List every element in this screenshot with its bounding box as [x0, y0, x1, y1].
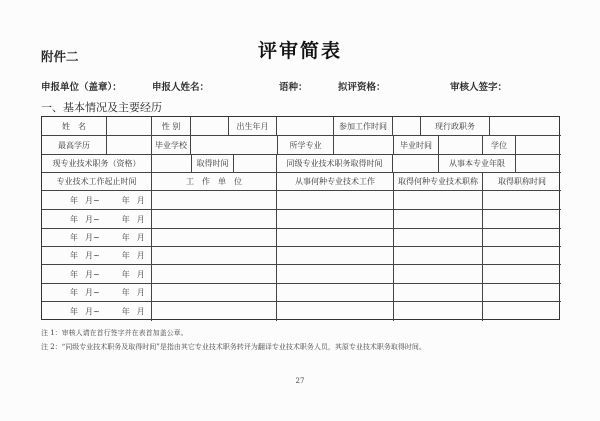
history-period-cell[interactable]: [42, 302, 152, 321]
history-period-cell[interactable]: [42, 210, 152, 229]
input-cell[interactable]: [516, 136, 561, 155]
history-input-cell[interactable]: [277, 247, 394, 265]
history-input-cell[interactable]: [483, 284, 561, 302]
to-month-label: 月: [136, 233, 145, 242]
to-year-label: 年: [121, 214, 130, 224]
history-input-cell[interactable]: [152, 284, 277, 302]
to-month-label: 月: [136, 251, 145, 260]
input-cell[interactable]: [107, 136, 152, 155]
from-month-label: 月~: [85, 214, 100, 224]
input-cell[interactable]: [393, 117, 421, 136]
to-month-label: 月: [136, 195, 145, 205]
label-cell: 从事本专业年限: [439, 155, 516, 173]
history-input-cell[interactable]: [277, 191, 394, 210]
meta-applicant-name: 申报人姓名：: [152, 82, 210, 93]
to-year-label: 年: [121, 307, 130, 316]
label-cell: 姓 名: [42, 117, 107, 136]
to-year-label: 年: [121, 195, 130, 205]
to-month-label: 月: [136, 307, 145, 316]
from-year-label: 年: [70, 251, 78, 260]
history-input-cell[interactable]: [394, 191, 483, 210]
to-month-label: 月: [136, 288, 145, 297]
label-cell: 参加工作时间: [334, 117, 393, 136]
label-cell: 现行政职务: [421, 117, 490, 136]
history-period-cell[interactable]: [42, 284, 152, 302]
history-header: 从事何种专业技术工作: [277, 173, 394, 191]
label-cell: 同级专业技术职务取得时间: [277, 155, 393, 173]
history-input-cell[interactable]: [277, 229, 394, 247]
history-input-cell[interactable]: [394, 247, 483, 265]
from-month-label: 月~: [85, 233, 100, 242]
label-cell: 所学专业: [278, 136, 334, 155]
history-input-cell[interactable]: [483, 210, 561, 229]
history-input-cell[interactable]: [277, 210, 394, 229]
label-cell: 出生年月: [229, 117, 277, 136]
history-input-cell[interactable]: [483, 229, 561, 247]
from-year-label: 年: [70, 307, 78, 316]
notes: [41, 326, 426, 354]
history-input-cell[interactable]: [152, 191, 277, 210]
label-cell: 毕业学校: [152, 136, 191, 155]
from-year-label: 年: [70, 288, 78, 297]
history-input-cell[interactable]: [394, 265, 483, 284]
history-input-cell[interactable]: [152, 247, 277, 265]
history-input-cell[interactable]: [483, 265, 561, 284]
label-cell: 取得时间: [192, 155, 234, 173]
from-year-label: 年: [70, 195, 78, 205]
input-cell[interactable]: [490, 117, 561, 136]
from-year-label: 年: [70, 269, 78, 279]
input-cell[interactable]: [152, 155, 192, 173]
meta-qualification: 拟评资格：: [338, 82, 386, 93]
history-period-cell[interactable]: [42, 265, 152, 284]
history-header: 工 作 单 位: [152, 173, 277, 191]
meta-language: 语种：: [279, 82, 308, 93]
to-year-label: 年: [121, 233, 130, 242]
to-month-label: 月: [136, 214, 145, 224]
label-cell: 性 别: [152, 117, 191, 136]
history-input-cell[interactable]: [277, 302, 394, 321]
history-input-cell[interactable]: [394, 284, 483, 302]
input-cell[interactable]: [277, 117, 334, 136]
history-input-cell[interactable]: [394, 210, 483, 229]
history-input-cell[interactable]: [394, 229, 483, 247]
label-cell: 现专业技术职务（资格）: [42, 155, 152, 173]
history-header: 专业技术工作起止时间: [42, 173, 152, 191]
history-period-cell[interactable]: [42, 191, 152, 210]
meta-reviewer-signature: 审核人签字：: [450, 82, 508, 93]
history-period-cell[interactable]: [42, 229, 152, 247]
input-cell[interactable]: [191, 136, 278, 155]
form-title: 评审简表: [257, 40, 342, 62]
to-year-label: 年: [121, 251, 130, 260]
input-cell[interactable]: [334, 136, 394, 155]
from-month-label: 月~: [85, 307, 100, 316]
to-year-label: 年: [121, 269, 130, 279]
history-period-cell[interactable]: [42, 247, 152, 265]
section-title: 一、基本情况及主要经历: [41, 101, 162, 114]
input-cell[interactable]: [191, 117, 229, 136]
history-input-cell[interactable]: [483, 191, 561, 210]
review-table: [41, 116, 560, 320]
input-cell[interactable]: [234, 155, 277, 173]
from-year-label: 年: [70, 214, 78, 224]
label-cell: 毕业时间: [394, 136, 439, 155]
page-number: 27: [295, 377, 305, 385]
from-month-label: 月~: [85, 251, 100, 260]
history-input-cell[interactable]: [277, 265, 394, 284]
history-input-cell[interactable]: [152, 265, 277, 284]
history-input-cell[interactable]: [483, 302, 561, 321]
from-month-label: 月~: [85, 269, 100, 279]
history-header: 取得何种专业技术职称: [394, 173, 483, 191]
input-cell[interactable]: [393, 155, 439, 173]
to-year-label: 年: [121, 288, 130, 297]
history-input-cell[interactable]: [152, 229, 277, 247]
attachment-label: 附件二: [41, 49, 79, 64]
history-header: 取得职称时间: [483, 173, 561, 191]
history-input-cell[interactable]: [394, 302, 483, 321]
history-input-cell[interactable]: [152, 210, 277, 229]
history-input-cell[interactable]: [152, 302, 277, 321]
to-month-label: 月: [136, 269, 145, 279]
history-input-cell[interactable]: [483, 247, 561, 265]
input-cell[interactable]: [107, 117, 152, 136]
history-input-cell[interactable]: [277, 284, 394, 302]
meta-applicant-unit: 申报单位（盖章）：: [41, 82, 122, 93]
note-2: 注 2：“同级专业技术职务及取得时间”是指由其它专业技术职务转评为翻译专业技术职务人员，其原专业技术职务取得时间。: [41, 343, 426, 351]
from-month-label: 月~: [85, 288, 100, 297]
from-month-label: 月~: [85, 195, 100, 205]
from-year-label: 年: [70, 233, 78, 242]
input-cell[interactable]: [439, 136, 483, 155]
input-cell[interactable]: [516, 155, 561, 173]
label-cell: 最高学历: [42, 136, 107, 155]
label-cell: 学位: [483, 136, 516, 155]
note-1: 注 1：审核人请在首行签字并在表首加盖公章。: [41, 329, 188, 337]
